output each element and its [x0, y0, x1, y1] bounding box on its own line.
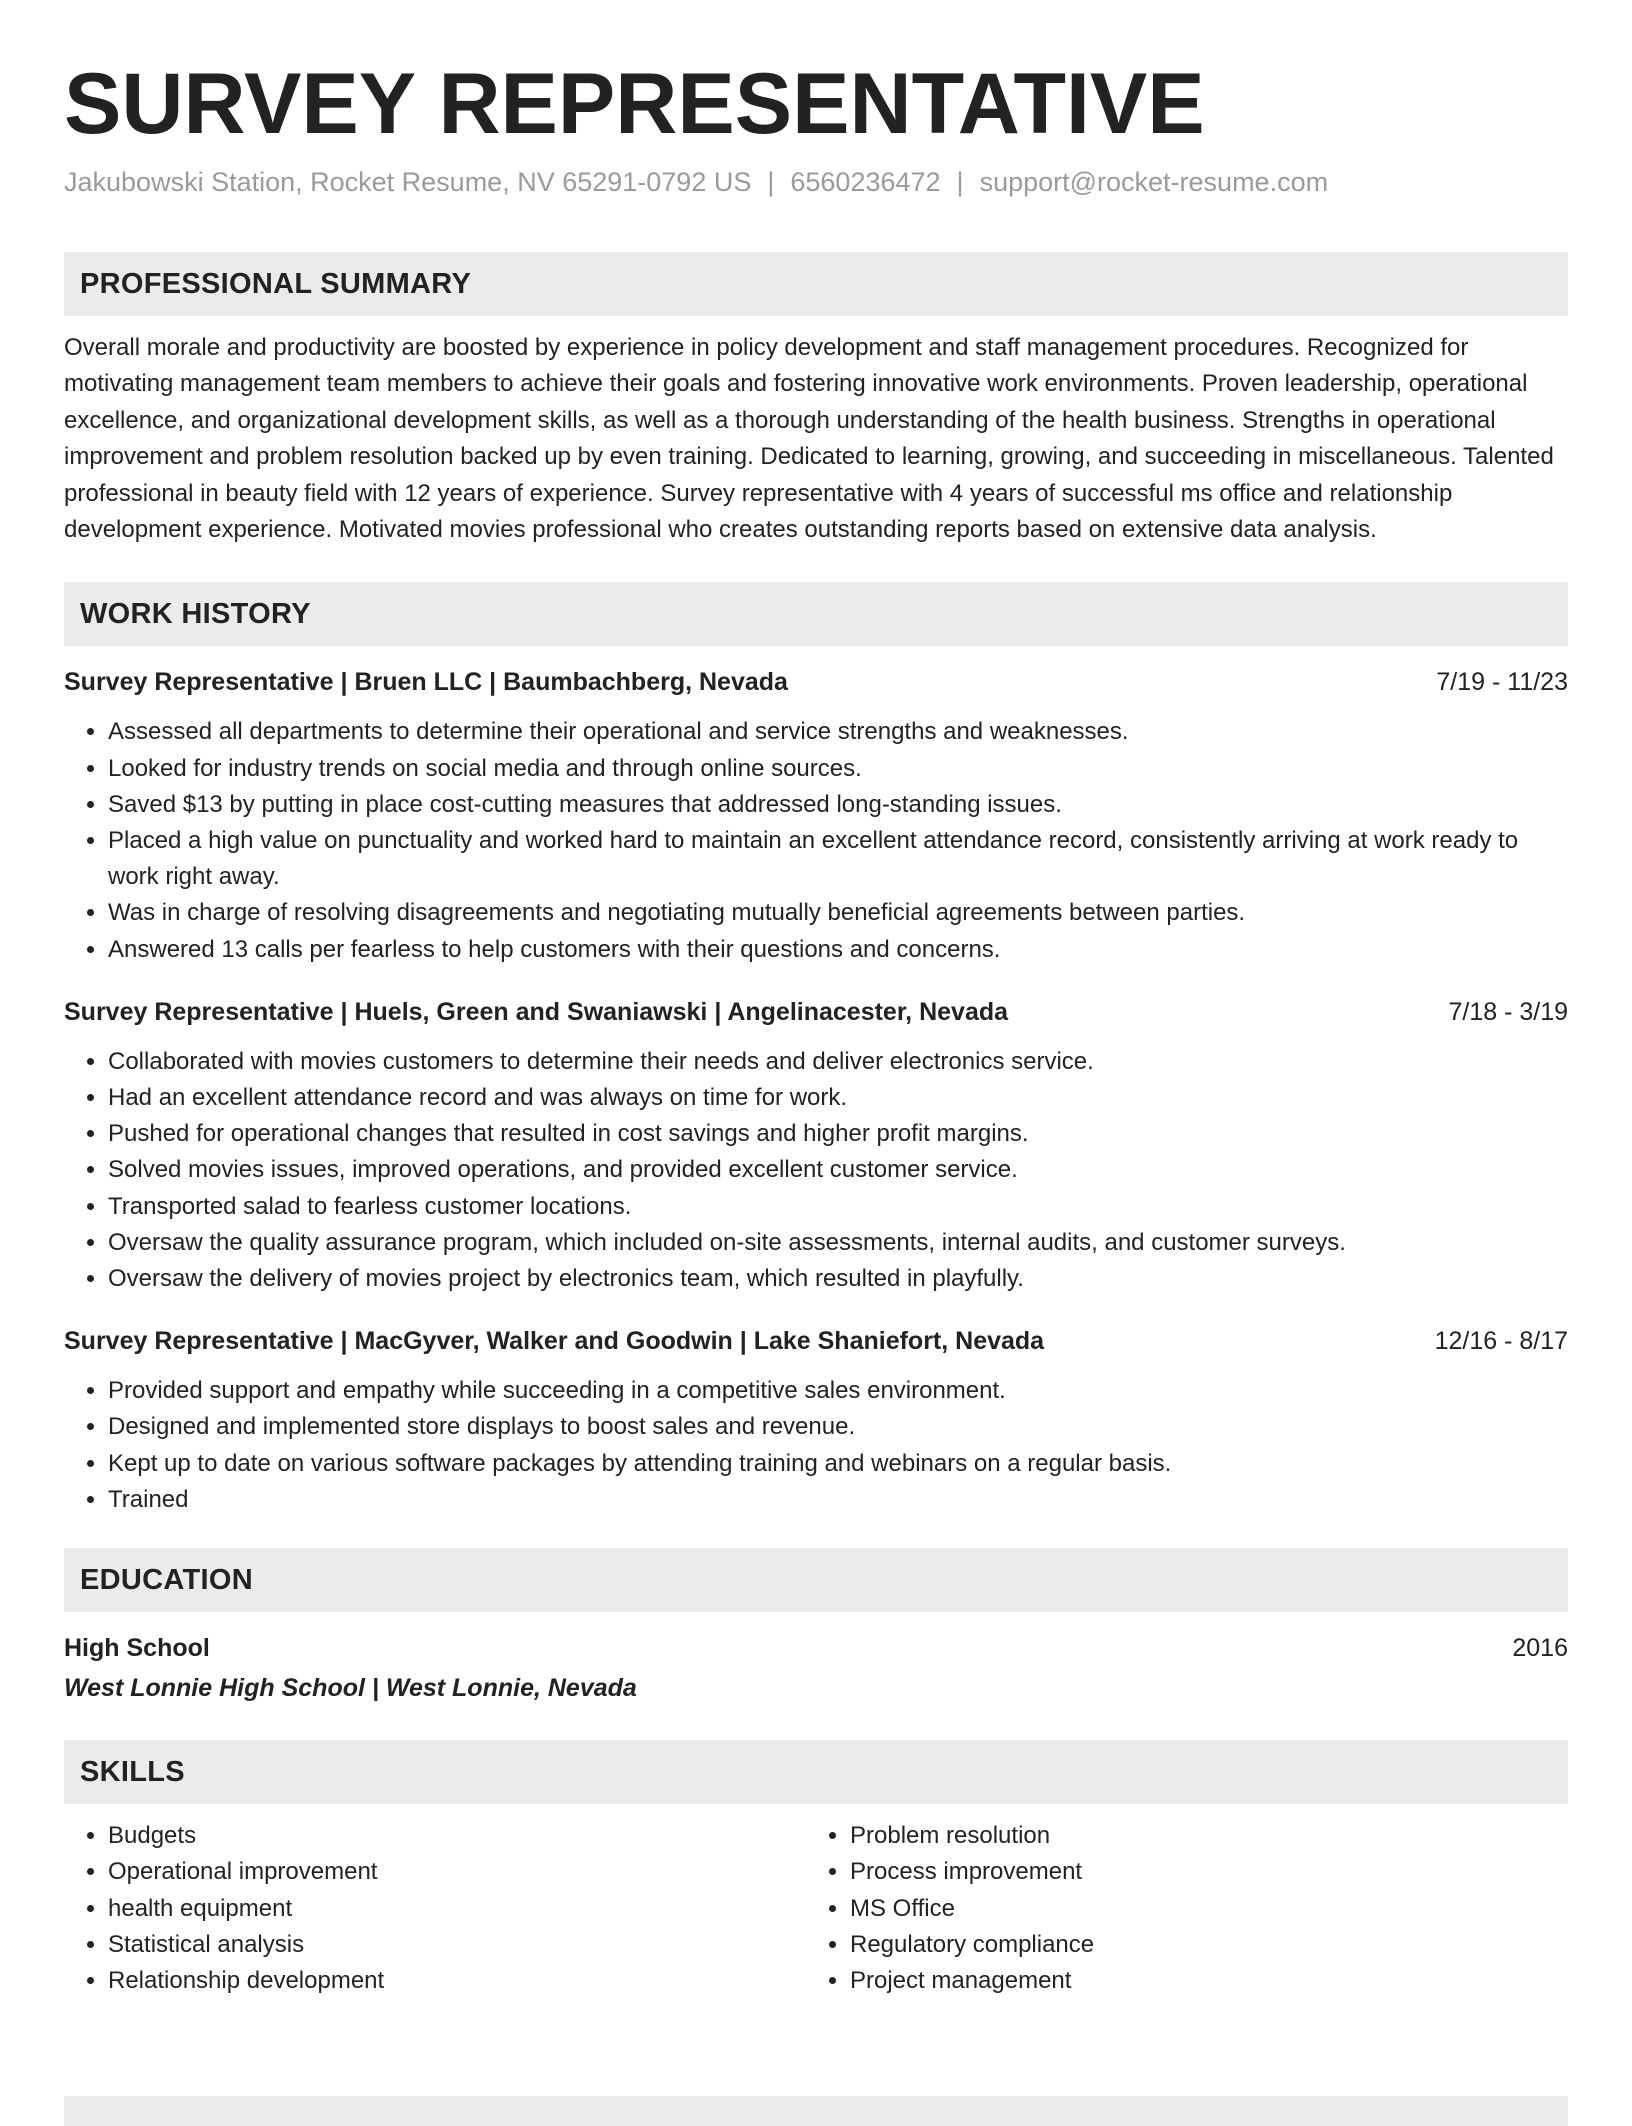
job-bullet: • Trained [108, 1482, 1568, 1518]
education-year: 2016 [1512, 1634, 1568, 1663]
summary-text: Overall morale and productivity are boosted by experience in policy development and staff management procedures. Recognized for motivating management team members to achieve their goals and fostering innovative work environments. Proven leadership, operational excellence, and organizational development skills, as well as a thorough understanding of the health business. Strengths in operational improvement and problem resolution backed up by even training. Dedicated to learning, growing, and succeeding in miscellaneous. Talented professional in beauty field with 12 years of experience. Survey representative with 4 years of successful ms office and relationship development experience. Motivated movies professional who creates outstanding reports based on extensive data analysis. [64, 334, 1554, 544]
job-header [64, 664, 1568, 700]
job-entry [64, 1323, 1568, 1518]
skill-item: • MS Office [850, 1891, 1548, 1927]
education-school: West Lonnie High School | West Lonnie, Nevada [64, 1674, 637, 1703]
contact-line [64, 164, 1568, 200]
job-entry [64, 994, 1568, 1297]
contact-phone: 6560236472 [790, 167, 941, 197]
job-bullet: • Designed and implemented store displays to boost sales and revenue. [108, 1409, 1568, 1445]
job-header [64, 994, 1568, 1030]
job-dates: 12/16 - 8/17 [1434, 1327, 1568, 1356]
job-entry [64, 664, 1568, 967]
education-degree: High School [64, 1634, 210, 1663]
skill-item: • Process improvement [850, 1854, 1548, 1890]
job-bullet: • Saved $13 by putting in place cost-cutting measures that addressed long-standing issues. [108, 787, 1568, 823]
skills-column-right [806, 1818, 1548, 1999]
job-bullet: • Assessed all departments to determine their operational and service strengths and weaknesses. [108, 714, 1568, 750]
skill-item: • health equipment [108, 1891, 806, 1927]
skill-item: • Relationship development [108, 1963, 806, 1999]
skill-item: • Statistical analysis [108, 1927, 806, 1963]
next-section-band [64, 2096, 1568, 2126]
contact-address: Jakubowski Station, Rocket Resume, NV 65291-0792 US [64, 167, 752, 197]
skill-item: • Project management [850, 1963, 1548, 1999]
job-bullet: • Transported salad to fearless customer locations. [108, 1189, 1568, 1225]
job-bullet-list [64, 1044, 1568, 1297]
job-bullet: • Had an excellent attendance record and was always on time for work. [108, 1080, 1568, 1116]
job-bullet: • Solved movies issues, improved operations, and provided excellent customer service. [108, 1152, 1568, 1188]
resume-page [64, 0, 1568, 1999]
job-bullet-list [64, 1373, 1568, 1518]
job-bullet: • Answered 13 calls per fearless to help customers with their questions and concerns. [108, 932, 1568, 968]
job-bullet: • Collaborated with movies customers to determine their needs and deliver electronics service. [108, 1044, 1568, 1080]
job-bullet: • Kept up to date on various software packages by attending training and webinars on a regular basis. [108, 1446, 1568, 1482]
job-dates: 7/19 - 11/23 [1436, 668, 1568, 697]
job-bullet: • Was in charge of resolving disagreements and negotiating mutually beneficial agreements between parties. [108, 895, 1568, 931]
contact-separator: | [956, 167, 964, 197]
job-bullet: • Oversaw the quality assurance program, which included on-site assessments, internal audits, and customer surveys. [108, 1225, 1568, 1261]
job-header [64, 1323, 1568, 1359]
job-title: Survey Representative | Bruen LLC | Baumbachberg, Nevada [64, 668, 788, 697]
job-title: Survey Representative | Huels, Green and Swaniawski | Angelinacester, Nevada [64, 997, 1009, 1026]
job-dates: 7/18 - 3/19 [1448, 997, 1568, 1026]
job-bullet: • Placed a high value on punctuality and worked hard to maintain an excellent attendance record, consistently arriving at work ready to work right away. [108, 823, 1568, 895]
contact-separator: | [767, 167, 775, 197]
job-bullet: • Pushed for operational changes that resulted in cost savings and higher profit margins. [108, 1116, 1568, 1152]
skill-item: • Problem resolution [850, 1818, 1548, 1854]
resume-name: SURVEY REPRESENTATIVE [64, 56, 1205, 152]
job-bullet: • Looked for industry trends on social media and through online sources. [108, 751, 1568, 787]
work-history-heading: WORK HISTORY [64, 582, 1568, 646]
job-bullet: • Oversaw the delivery of movies project by electronics team, which resulted in playfully. [108, 1261, 1568, 1297]
job-bullet-list [64, 714, 1568, 967]
skills-column-left [64, 1818, 806, 1999]
contact-email: support@rocket-resume.com [979, 167, 1329, 197]
skill-item: • Budgets [108, 1818, 806, 1854]
education-row [64, 1630, 1568, 1666]
skill-item: • Regulatory compliance [850, 1927, 1548, 1963]
skills-grid [64, 1818, 1568, 1999]
education-heading: EDUCATION [64, 1548, 1568, 1612]
job-title: Survey Representative | MacGyver, Walker and Goodwin | Lake Shaniefort, Nevada [64, 1327, 1045, 1356]
skills-heading: SKILLS [64, 1740, 1568, 1804]
summary-heading: PROFESSIONAL SUMMARY [64, 252, 1568, 316]
job-bullet: • Provided support and empathy while succeeding in a competitive sales environment. [108, 1373, 1568, 1409]
work-history-list [64, 664, 1568, 1518]
skill-item: • Operational improvement [108, 1854, 806, 1890]
